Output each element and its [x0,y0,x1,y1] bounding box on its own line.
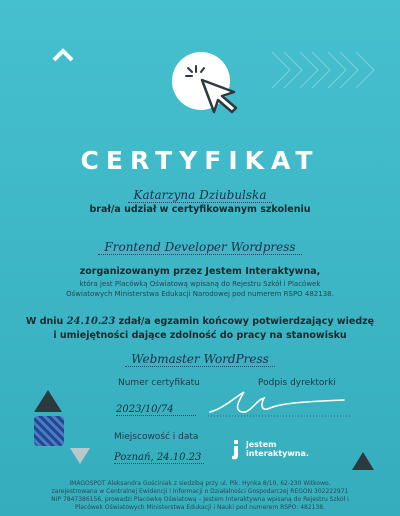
director-signature [204,386,354,420]
position-row [0,348,400,367]
institution-line-2: Oświatowych Ministerstwa Edukacji Narodowej pod numerem RSPO 482138. [66,290,334,298]
certificate-number-value: 2023/10/74 [116,404,196,416]
brand-mark-icon [228,440,244,460]
recipient-row [0,184,400,203]
place-date-label: Miejscowość i data [114,432,199,442]
dark-triangle-decoration [34,390,62,412]
position-name: Webmaster WordPress [125,352,275,367]
certificate-number-label: Numer certyfikatu [118,378,200,388]
brand-line-1: jestem [246,440,277,449]
dark-triangle-right-decoration [352,452,374,470]
chevron-right-pattern-icon [270,50,380,90]
signature-label: Podpis dyrektorki [258,378,336,388]
chevron-up-icon [52,48,74,62]
grey-triangle-decoration [70,448,90,464]
exam-line-2: i umiejętności dające zdolność do pracy na stanowisku [53,330,347,341]
footer-legal-text [24,480,376,512]
brand-line-2: interaktywna. [246,449,309,458]
exam-date: 24.10.23 [66,316,116,327]
organized-by-text: zorganizowanym przez Jestem Interaktywna, [79,266,321,277]
footer-line-3: NIP 7847386156, prowadzi Placówkę Oświatową – Jestem Interaktywna wpisaną do Rejestru Szkół i [51,496,349,503]
exam-prefix: W dniu [25,316,64,327]
exam-line-1 [0,316,400,327]
participated-text: brał/a udział w certyfikowanym szkoleniu [89,204,311,215]
footer-line-4: Placówek Oświatowych Ministerstwa Edukacji i Nauki pod numerem RSPO: 482138. [74,504,326,511]
course-name: Frontend Developer Wordpress [98,240,301,255]
footer-line-2: zarejestrowana w Centralnej Ewidencji i Informacji o Działalności Gospodarczej REGON 302222971 [51,488,349,495]
cursor-arrow-icon [198,76,246,116]
place-date-value: Poznań, 24.10.23 [114,452,204,464]
recipient-name: Katarzyna Dziubulska [128,188,273,203]
brand-text [246,440,309,458]
institution-line-1: która jest Placówką Oświatową wpisaną do Rejestru Szkół i Placówek [79,280,321,288]
footer-line-1: IMAGOSPOT Aleksandra Gościniak z siedzibą przy ul. Plk. Hynka 8/10, 62-230 Witkowo, [69,480,331,487]
course-row [0,236,400,255]
exam-suffix: zdał/a egzamin końcowy potwierdzający wiedzę [118,316,375,327]
blue-seal-stamp [34,416,64,446]
jestem-interaktywna-logo [228,438,338,462]
certificate-title: CERTYFIKAT [80,146,320,175]
